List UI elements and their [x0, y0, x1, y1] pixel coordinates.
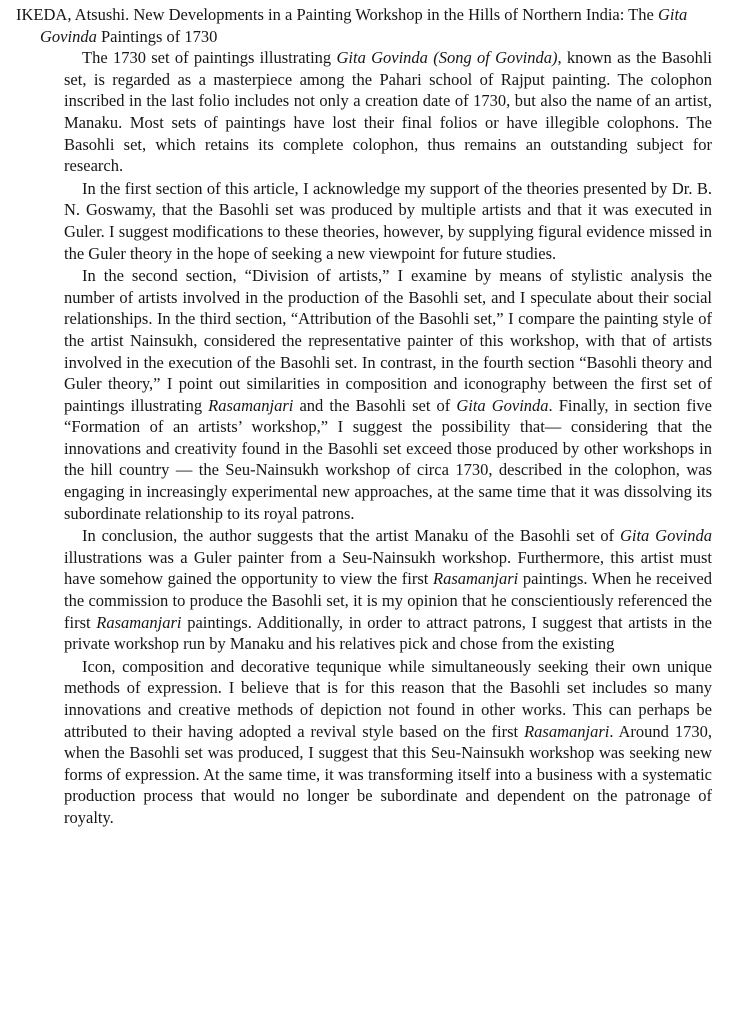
- italic-title-text: Rasamanjari: [208, 395, 294, 415]
- paragraph-text: and the Basohli set of: [293, 395, 457, 415]
- italic-title-text: Rasamanjari: [96, 612, 182, 632]
- paragraph-text: . Finally, in section five “Formation of an artists’ workshop,” I suggest the possibility that— considering that the innovations and creativity found in the Basohli set exceed those produced by other workshops in the hill country — the Seu-Nainsukh workshop of circa 1730, described in the colophon, was engaging in increasingly experimental new approaches, at the same time that it was dissolving its subordinate relationship to its royal patrons.: [64, 395, 712, 523]
- body-paragraph-4: [64, 525, 712, 655]
- paragraph-text: Icon, composition and decorative tequnique while simultaneously seeking their own unique methods of expression. I believe that is for this reason that the Basohli set includes so many innovations and creative methods of depiction not found in other works. This can perhaps be attributed to their having adopted a revival style based on the first: [64, 656, 712, 741]
- author-name: IKEDA, Atsushi.: [16, 5, 130, 24]
- paragraph-text: In the second section, “Division of artists,” I examine by means of stylistic analysis the number of artists involved in the production of the Basohli set, and I speculate about their social relationships. In the third section, “Attribution of the Basohli set,” I compare the painting style of the artist Nainsukh, considered the representative painter of this workshop, with that of artists involved in the execution of the Basohli set. In contrast, in the fourth section “Basohli theory and Guler theory,” I point out similarities in composition and iconography between the first set of paintings illustrating: [64, 266, 712, 415]
- article-title-part-2: Paintings of 1730: [96, 26, 218, 46]
- abstract-body: [40, 47, 712, 828]
- paragraph-text: In the first section of this article, I acknowledge my support of the theories presented by Dr. B. N. Goswamy, that the Basohli set was produced by multiple artists and that it was executed in Guler. I suggest modifications to these theories, however, by supplying figural evidence missed in the Guler theory in the hope of seeking a new viewpoint for future studies.: [64, 178, 712, 263]
- paragraph-text: illustrations was a Guler painter from a Seu-Nainsukh workshop. Furthermore, this artist must have somehow gained the opportunity to view the first: [64, 547, 712, 589]
- article-title-italic: Gita Govinda: [40, 5, 688, 46]
- paragraph-text: paintings. When he received the commission to produce the Basohli set, it is my opinion that he conscientiously referenced the first: [64, 569, 712, 632]
- italic-title-text: Gita Govinda (Song of Govinda): [336, 48, 558, 68]
- abstract-page: [16, 4, 713, 829]
- body-paragraph-5: [64, 656, 712, 829]
- body-paragraph-1: [64, 47, 712, 177]
- italic-title-text: Rasamanjari: [432, 569, 519, 589]
- article-title-part-1: New Developments in a Painting Workshop in the Hills of Northern India: The: [129, 5, 658, 24]
- citation-heading: [16, 4, 712, 47]
- italic-title-text: Gita Govinda: [619, 526, 712, 546]
- body-paragraph-3: [64, 265, 712, 524]
- italic-title-text: Rasamanjari: [524, 721, 610, 741]
- paragraph-text: The 1730 set of paintings illustrating: [82, 48, 337, 68]
- body-paragraph-2: [64, 178, 712, 264]
- paragraph-text: . Around 1730, when the Basohli set was produced, I suggest that this Seu-Nainsukh workshop was seeking new forms of expression. At the same time, it was transforming itself into a business with a systematic production process that would no longer be subordinate and dependent on the patronage of royalty.: [64, 721, 712, 827]
- paragraph-text: paintings. Additionally, in order to attract patrons, I suggest that artists in the private workshop run by Manaku and his relatives pick and chose from the existing: [64, 612, 712, 654]
- paragraph-text: In conclusion, the author suggests that the artist Manaku of the Basohli set of: [82, 526, 620, 546]
- paragraph-text: , known as the Basohli set, is regarded as a masterpiece among the Pahari school of Rajput painting. The colophon inscribed in the last folio includes not only a creation date of 1730, but also the name of an artist, Manaku. Most sets of paintings have lost their final folios or have illegible colophons. The Basohli set, which retains its complete colophon, thus remains an outstanding subject for research.: [64, 48, 713, 176]
- italic-title-text: Gita Govinda: [456, 395, 549, 415]
